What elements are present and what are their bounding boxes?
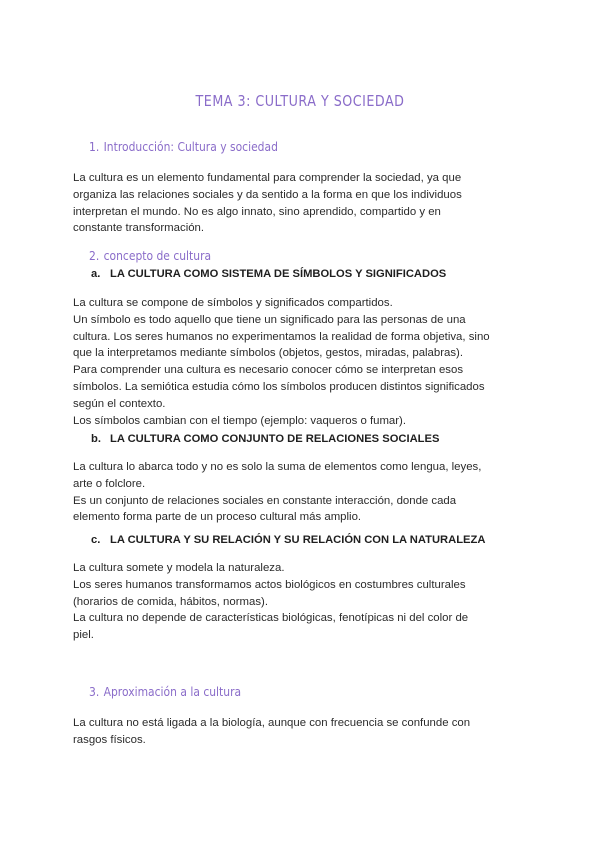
subheading-letter: b.: [91, 433, 101, 445]
subheading-c: [91, 534, 485, 546]
paragraph-simbolos: [73, 295, 541, 429]
text-line: (horarios de comida, hábitos, normas).: [73, 595, 268, 608]
text-line: elemento forma parte de un proceso cultural más amplio.: [73, 511, 362, 524]
text-line: cultura. Los seres humanos no experimentamos la realidad de forma objetiva, sino: [73, 330, 490, 343]
text-line: La cultura se compone de símbolos y significados compartidos.: [73, 297, 393, 309]
subheading-a: [91, 268, 446, 280]
subheading-title: LA CULTURA COMO CONJUNTO DE RELACIONES SOCIALES: [110, 433, 440, 445]
text-line: que la interpretamos mediante símbolos (objetos, gestos, miradas, palabras).: [73, 347, 464, 360]
text-line: organiza las relaciones sociales y da sentido a la forma en que los individuos: [73, 188, 462, 201]
section-number: 3.: [89, 684, 100, 699]
text-line: La cultura es un elemento fundamental para comprender la sociedad, ya que: [73, 172, 462, 184]
section-number: 1.: [89, 139, 100, 154]
text-line: según el contexto.: [73, 397, 166, 410]
section-heading-aproximacion: [89, 684, 241, 699]
subheading-letter: a.: [91, 268, 101, 280]
text-line: símbolos. La semiótica estudia cómo los símbolos producen distintos significados: [73, 380, 485, 393]
text-line: Los seres humanos transformamos actos biológicos en costumbres culturales: [73, 578, 466, 591]
text-line: Los símbolos cambian con el tiempo (ejemplo: vaqueros o fumar).: [73, 414, 407, 427]
section-title: concepto de cultura: [103, 248, 212, 263]
text-line: Para comprender una cultura es necesario conocer cómo se interpretan esos: [73, 364, 464, 377]
text-line: La cultura lo abarca todo y no es solo la suma de elementos como lengua, leyes,: [73, 461, 482, 473]
section-number: 2.: [89, 248, 100, 263]
subheading-b: [91, 433, 439, 445]
text-line: rasgos físicos.: [73, 733, 146, 746]
subheading-title: LA CULTURA COMO SISTEMA DE SÍMBOLOS Y SIGNIFICADOS: [110, 268, 447, 280]
section-title: Introducción: Cultura y sociedad: [103, 139, 278, 154]
text-line: La cultura no está ligada a la biología, aunque con frecuencia se confunde con: [73, 717, 471, 729]
subheading-letter: c.: [91, 534, 101, 546]
intro-paragraph: [73, 170, 541, 237]
text-line: piel.: [73, 629, 94, 642]
section-heading-concepto: [89, 248, 211, 263]
text-line: arte o folclore.: [73, 477, 146, 490]
text-line: Es un conjunto de relaciones sociales en constante interacción, donde cada: [73, 494, 457, 507]
subheading-title: LA CULTURA Y SU RELACIÓN Y SU RELACIÓN CON LA NATURALEZA: [110, 534, 486, 546]
text-line: constante transformación.: [73, 222, 205, 235]
paragraph-naturaleza: [73, 560, 541, 644]
paragraph-aproximacion: [73, 715, 541, 749]
section-title: Aproximación a la cultura: [103, 684, 242, 699]
text-line: Un símbolo es todo aquello que tiene un significado para las personas de una: [73, 313, 466, 326]
text-line: La cultura no depende de características biológicas, fenotípicas ni del color de: [73, 612, 469, 625]
paragraph-relaciones: [73, 459, 541, 526]
section-heading-introduccion: [89, 139, 278, 154]
text-line: interpretan el mundo. No es algo innato, sino aprendido, compartido y en: [73, 205, 441, 218]
document-title: TEMA 3: CULTURA Y SOCIEDAD: [195, 92, 405, 110]
text-line: La cultura somete y modela la naturaleza.: [73, 562, 285, 574]
